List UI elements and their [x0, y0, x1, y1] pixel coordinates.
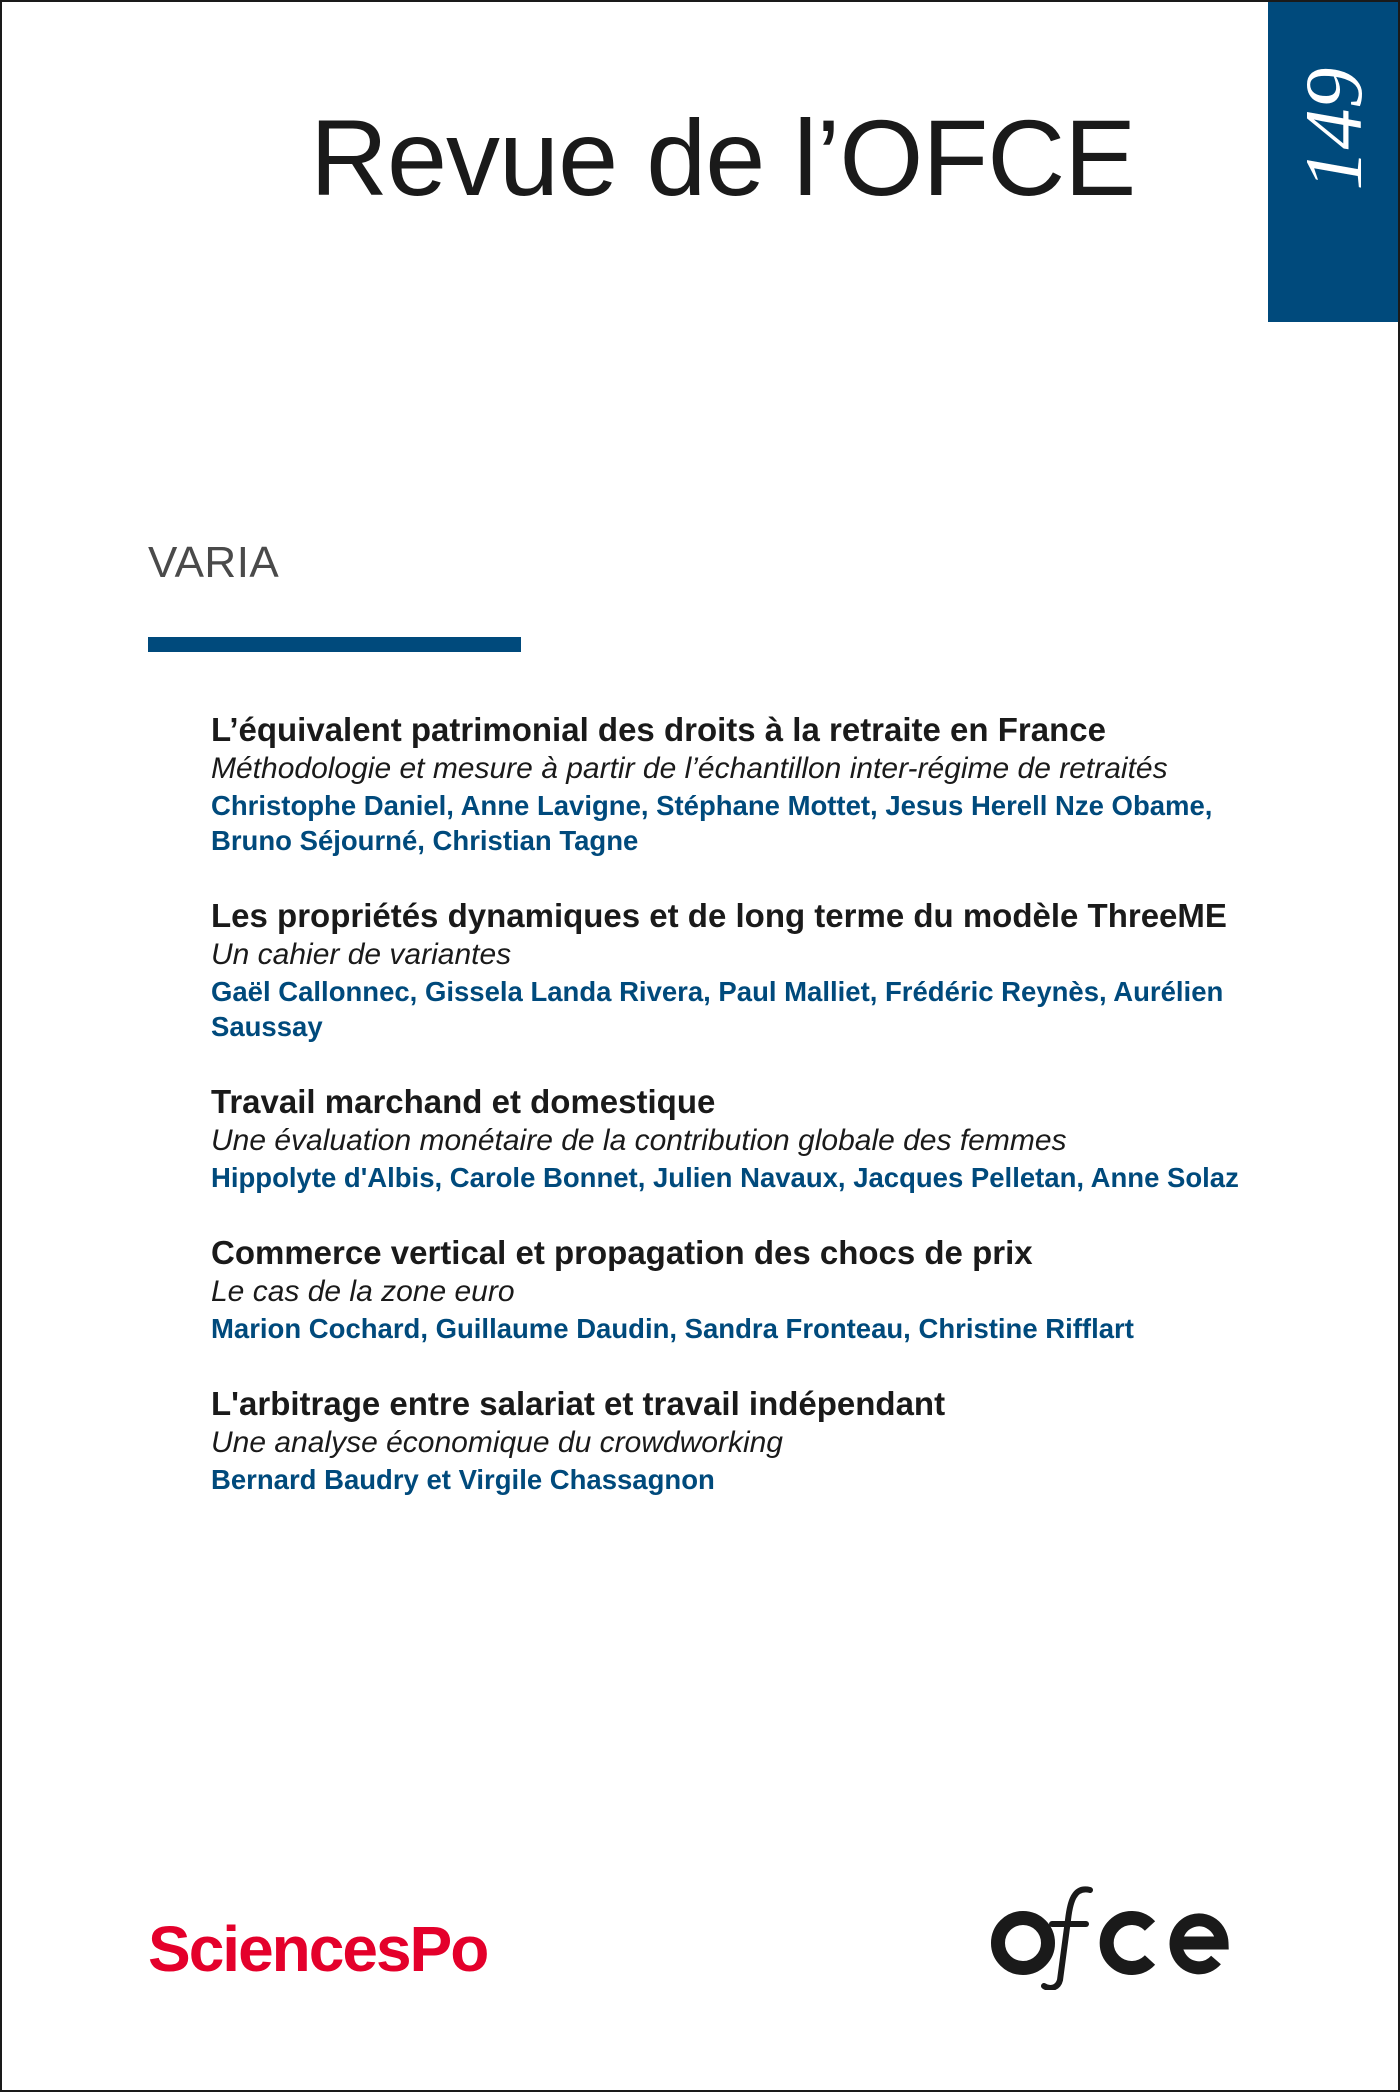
issue-number: 149	[1288, 67, 1379, 191]
issue-number-tab	[1268, 2, 1400, 322]
toc-entry	[211, 1233, 1291, 1346]
sciencespo-logo: SciencesPo	[148, 1913, 488, 1985]
article-subtitle: Le cas de la zone euro	[211, 1275, 515, 1308]
article-authors: Gaël Callonnec, Gissela Landa Rivera, Paul Malliet, Frédéric Reynès, Aurélien Saussay	[211, 976, 1224, 1042]
article-subtitle: Une analyse économique du crowdworking	[211, 1426, 783, 1459]
article-authors: Christophe Daniel, Anne Lavigne, Stéphane Mottet, Jesus Herell Nze Obame, Bruno Séjourné, Christian Tagne	[211, 790, 1213, 856]
article-subtitle: Un cahier de variantes	[211, 938, 512, 971]
section-divider	[148, 637, 521, 652]
toc-entry	[211, 1082, 1291, 1195]
article-authors: Hippolyte d'Albis, Carole Bonnet, Julien Navaux, Jacques Pelletan, Anne Solaz	[211, 1162, 1239, 1193]
article-title: Commerce vertical et propagation des chocs de prix	[211, 1234, 1033, 1271]
toc-entry	[211, 1384, 1291, 1497]
article-subtitle: Méthodologie et mesure à partir de l’échantillon inter-régime de retraités	[211, 752, 1168, 785]
article-authors: Bernard Baudry et Virgile Chassagnon	[211, 1464, 715, 1495]
article-title: Les propriétés dynamiques et de long terme du modèle ThreeME	[211, 897, 1227, 934]
article-title: L’équivalent patrimonial des droits à la retraite en France	[211, 711, 1106, 748]
article-title: L'arbitrage entre salariat et travail indépendant	[211, 1385, 946, 1422]
ofce-logo	[990, 1880, 1250, 1990]
toc-entry	[211, 896, 1291, 1044]
section-label: VARIA	[148, 538, 280, 587]
toc-entry	[211, 710, 1291, 858]
journal-title: Revue de l’OFCE	[310, 97, 1136, 218]
article-authors: Marion Cochard, Guillaume Daudin, Sandra Fronteau, Christine Rifflart	[211, 1313, 1134, 1344]
article-title: Travail marchand et domestique	[211, 1083, 716, 1120]
table-of-contents	[211, 710, 1291, 1535]
article-subtitle: Une évaluation monétaire de la contribution globale des femmes	[211, 1124, 1067, 1157]
